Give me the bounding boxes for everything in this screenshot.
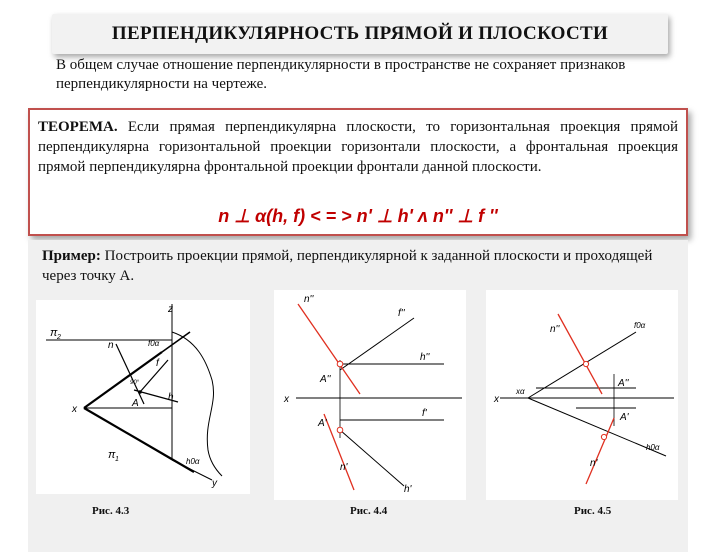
fig1-label-x: x	[72, 404, 77, 415]
fig3-label-x: x	[494, 394, 499, 405]
page-title	[52, 14, 668, 54]
fig2-label-h2: h''	[420, 352, 430, 363]
fig1-label-y: y	[212, 478, 217, 489]
fig1-label-f0a: f0α	[148, 339, 160, 348]
fig1-label-pi1: π	[108, 449, 116, 461]
title-text: ПЕРПЕНДИКУЛЯРНОСТЬ ПРЯМОЙ И ПЛОСКОСТИ	[111, 23, 609, 44]
fig2-label-x: x	[284, 394, 289, 405]
caption-fig-4-4: Рис. 4.4	[350, 505, 388, 517]
fig1-label-f: f	[156, 358, 159, 369]
theorem-formula: n ⊥ α(h, f) < = > n' ⊥ h' ʌ n'' ⊥ f ''	[218, 206, 498, 226]
fig3-label-n2: n''	[550, 324, 560, 335]
fig2-label-h1: h'	[404, 484, 412, 495]
fig2-label-f1: f'	[422, 408, 427, 419]
fig2-label-A1: A'	[318, 418, 327, 429]
caption-fig-4-5: Рис. 4.5	[574, 505, 612, 517]
intro-paragraph: В общем случае отношение перпендикулярности в пространстве не сохраняет признаков перпендикулярности на чертеже.	[56, 57, 626, 92]
fig2-label-A2: A''	[320, 374, 331, 385]
fig2-label-f2: f''	[398, 308, 405, 319]
fig3-label-h0a: h0α	[646, 443, 660, 452]
figure-4-4	[274, 290, 466, 500]
fig3-label-xa: xα	[516, 387, 525, 396]
example-text	[42, 246, 682, 286]
figure-4-3	[36, 300, 250, 494]
caption-fig-4-3: Рис. 4.3	[92, 505, 130, 517]
fig2-label-n1: n'	[340, 462, 348, 473]
fig1-label-angle: 90°	[130, 380, 140, 386]
example-task: Построить проекции прямой, перпендикулярной к заданной плоскости и проходящей через точку А.	[42, 248, 653, 284]
theorem-box	[28, 108, 688, 236]
fig3-label-f0a: f0α	[634, 321, 646, 330]
fig1-label-z: z	[168, 304, 173, 315]
example-label: Пример:	[42, 248, 101, 264]
fig2-label-n2: n''	[304, 294, 314, 305]
example-panel	[28, 240, 688, 552]
theorem-text: Если прямая перпендикулярна плоскости, то горизонтальная проекция прямой перпендикулярна горизонтальной проекции горизонтали плоскости, а фронтальная проекция прямой перпендикулярна фронтальной проекции фронтали данной плоскости.	[38, 119, 678, 175]
fig1-label-n: n	[108, 340, 114, 351]
fig1-label-A: A	[132, 398, 139, 409]
fig3-label-n1: n'	[590, 458, 598, 469]
fig3-label-A1: A'	[620, 412, 629, 423]
fig1-label-h0a: h0α	[186, 457, 200, 466]
figure-4-3-drawing	[36, 300, 250, 494]
fig1-label-h: h	[168, 392, 174, 403]
fig1-label-pi2-sub: 2	[57, 334, 61, 341]
figure-4-4-drawing	[274, 290, 466, 500]
fig3-label-A2: A''	[618, 378, 629, 389]
figure-4-5-drawing	[486, 290, 678, 500]
fig1-label-pi2: π	[50, 327, 58, 339]
fig1-label-pi1-sub: 1	[115, 456, 119, 463]
theorem-label: ТЕОРЕМА.	[38, 119, 118, 135]
figure-4-5	[486, 290, 678, 500]
